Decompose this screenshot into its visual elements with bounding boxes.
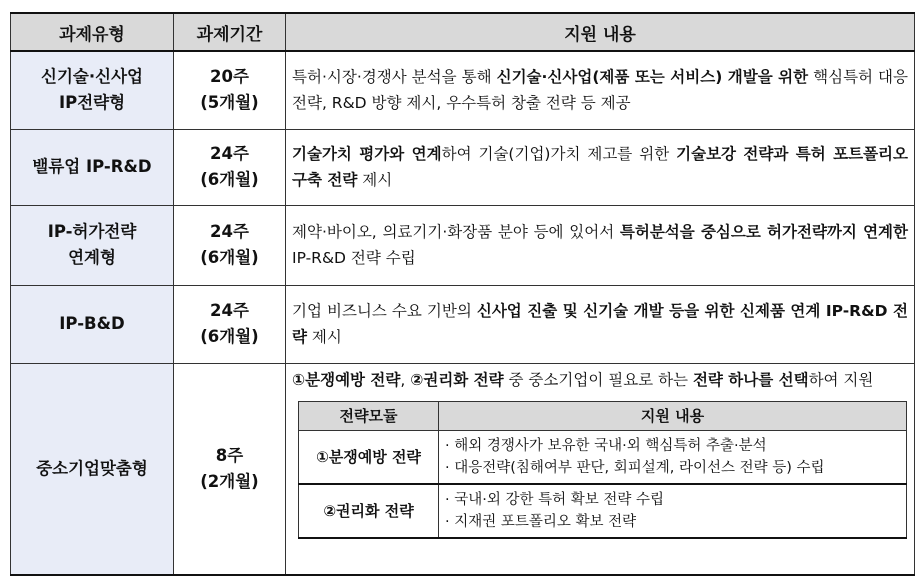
module-name: ②권리화 전략 [299,484,439,538]
bold-text-run: 전략 하나를 선택 [692,370,809,389]
text-run: 하여 기술(기업)가치 제고를 위한 [441,145,677,163]
task-type-cell: 밸류업 IP-R&D [11,129,174,205]
text-run: 제시 [306,328,342,346]
support-content-cell [286,129,915,205]
bold-text-run: 기술보강 전략과 특허 포트폴리오 구축 전략 [292,145,908,189]
module-item: · 국내·외 강한 특허 확보 전략 수립 [445,492,664,508]
table-row [11,363,915,575]
strategy-module-table [298,401,907,540]
sub-header-row [299,401,907,430]
text-run: 제시 [357,171,393,189]
header-task-period: 과제기간 [174,13,286,51]
module-items [439,484,907,538]
task-period-cell: 8주 (2개월) [174,363,286,575]
support-content-cell [286,51,915,129]
text-run: 핵심특허 대응 전략, R&D 방향 제시, 우수특허 창출 전략 등 제공 [292,68,908,113]
table-row [11,51,915,129]
bold-text-run: ①분쟁예방 전략 [292,370,401,389]
bold-text-run: 신기술·신사업(제품 또는 서비스) 개발을 위한 [496,68,809,87]
text-run: , [400,370,411,389]
text-run: 하여 지원 [808,370,874,389]
header-row [11,13,915,51]
header-strategy-module: 전략모듈 [299,401,439,430]
module-item: · 지재권 포트폴리오 확보 전략 [445,514,637,530]
module-item: · 대응전략(침해여부 판단, 회피설계, 라이선스 전략 등) 수립 [445,459,825,476]
bold-text-run: 기술가치 평가와 연계 [292,145,442,163]
task-period-cell: 24주 (6개월) [174,129,286,205]
text-run: 기업 비즈니스 수요 기반의 [292,302,477,320]
support-table [10,12,915,576]
support-content-cell [286,285,915,363]
support-content-cell [286,205,915,285]
task-type-cell: 신기술·신사업 IP전략형 [11,51,174,129]
table-row [11,129,915,205]
task-period-cell: 20주 (5개월) [174,51,286,129]
module-name: ①분쟁예방 전략 [299,430,439,484]
table-row [11,205,915,285]
header-support-content: 지원 내용 [286,13,915,51]
text-run: 제약·바이오, 의료기기·화장품 분야 등에 있어서 [292,223,620,241]
module-items [439,430,907,484]
bold-text-run: ②권리화 전략 [410,370,504,389]
text-run: 특허·시장·경쟁사 분석을 통해 [292,68,497,87]
module-row [299,430,907,484]
task-type-cell: IP-허가전략 연계형 [11,205,174,285]
text-run: IP-R&D 전략 수립 [292,249,416,267]
sme-intro-text [292,367,908,393]
text-run: 중 중소기업이 필요로 하는 [503,370,693,389]
table-row [11,285,915,363]
header-task-type: 과제유형 [11,13,174,51]
module-item: · 해외 경쟁사가 보유한 국내·외 핵심특허 추출·분석 [445,437,767,454]
task-period-cell: 24주 (6개월) [174,205,286,285]
task-type-cell: IP-B&D [11,285,174,363]
support-content-cell [286,363,915,575]
bold-text-run: 특허분석을 중심으로 허가전략까지 연계한 [619,223,908,241]
task-type-cell: 중소기업맞춤형 [11,363,174,575]
task-period-cell: 24주 (6개월) [174,285,286,363]
header-module-content: 지원 내용 [439,401,907,430]
module-row [299,484,907,538]
bold-text-run: 신사업 진출 및 신기술 개발 등을 위한 신제품 연계 IP-R&D 전략 [292,302,908,346]
